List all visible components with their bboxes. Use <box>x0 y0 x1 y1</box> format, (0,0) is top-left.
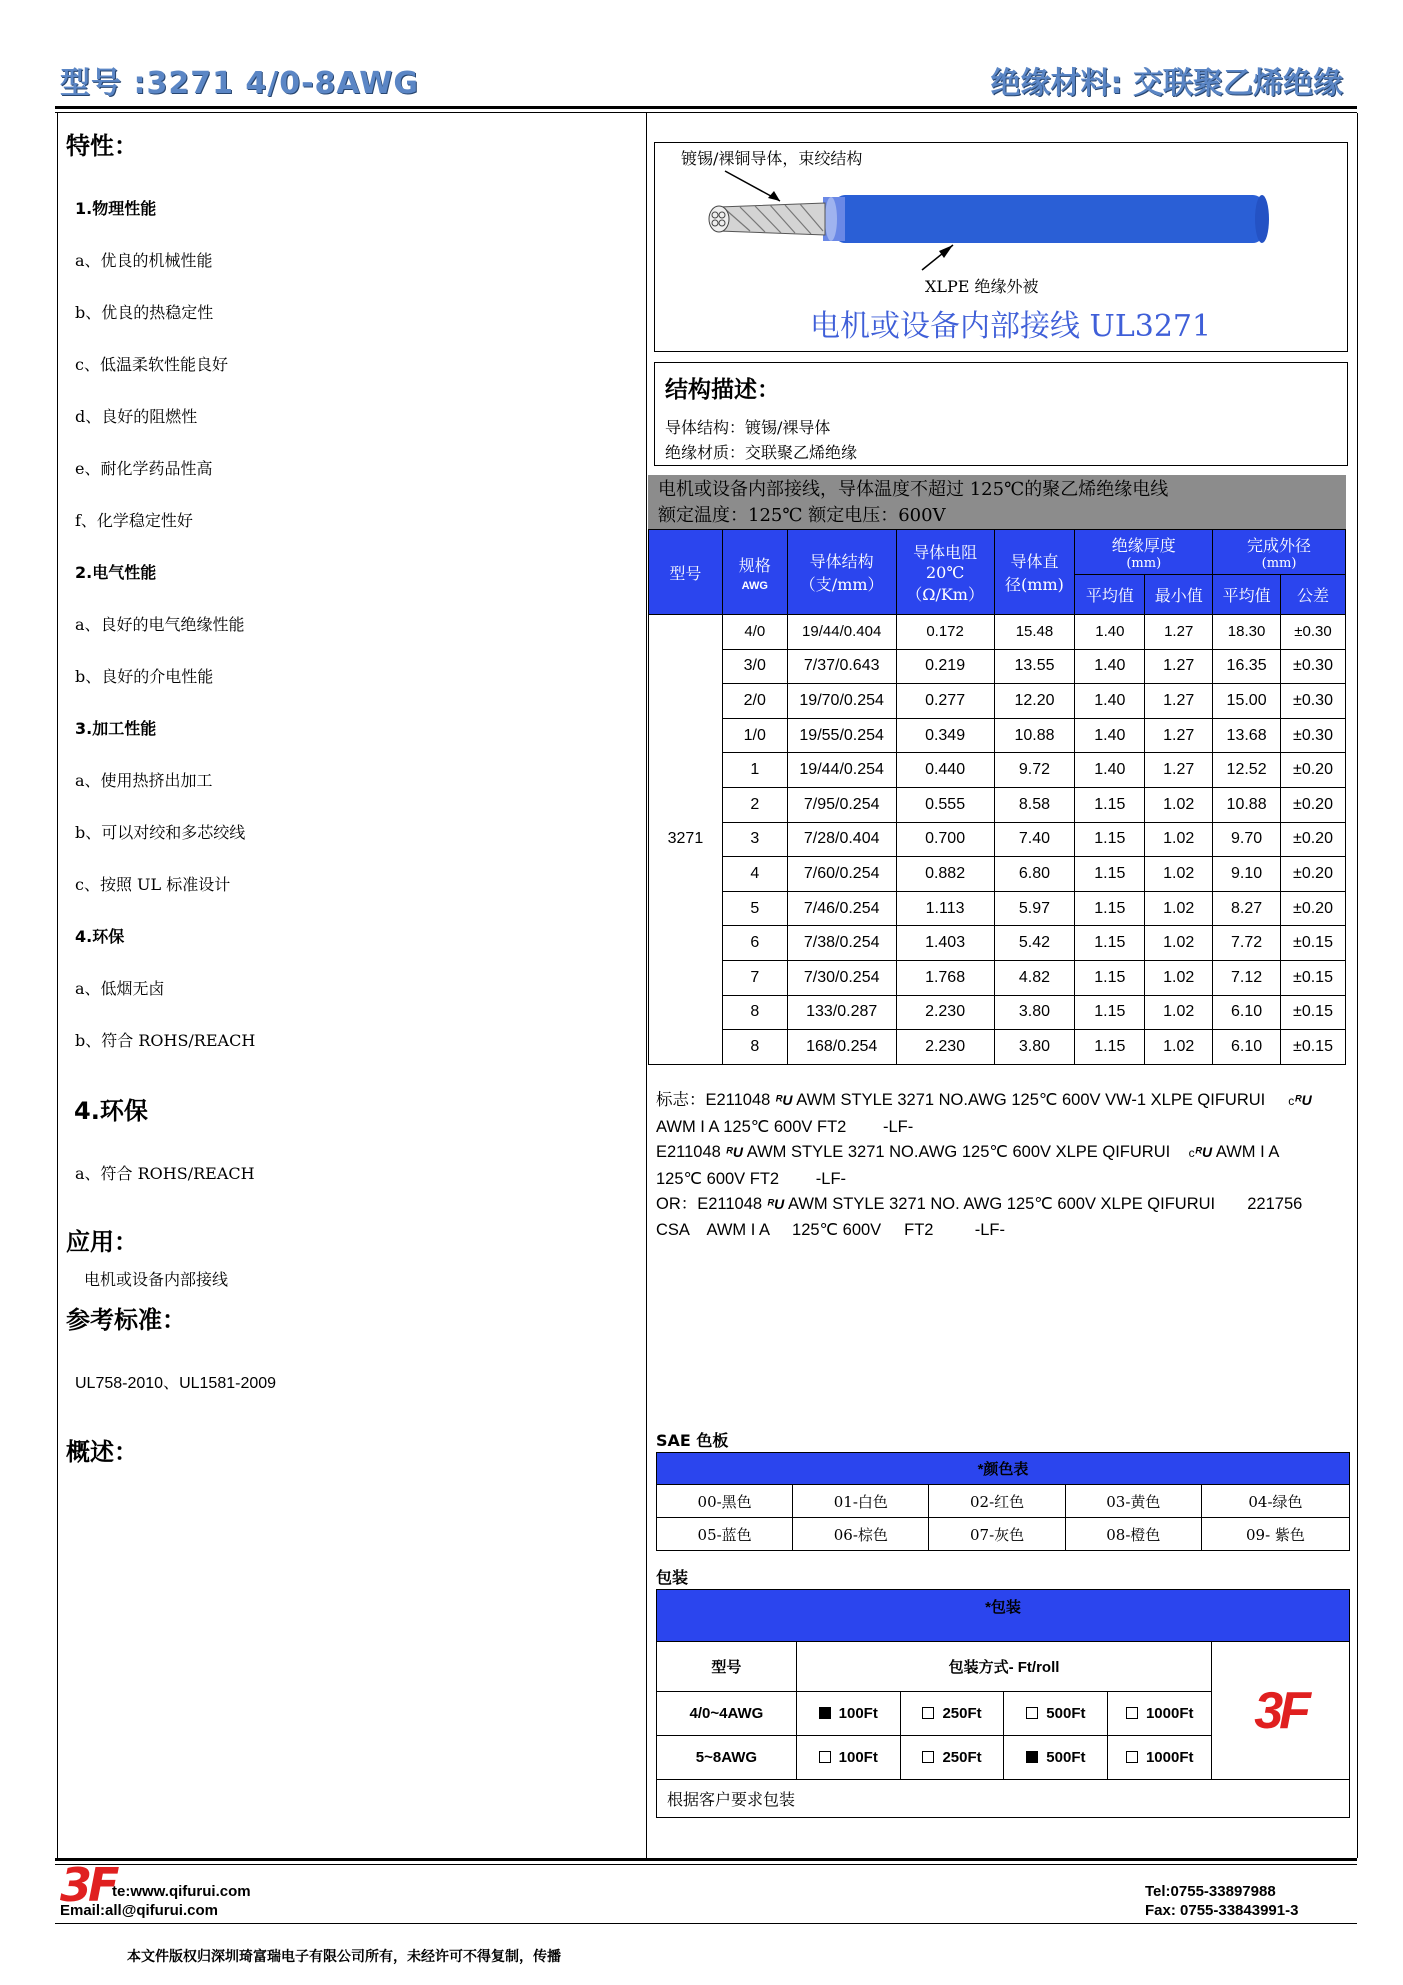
table-cell: 1.02 <box>1145 891 1213 926</box>
packing-option: 1000Ft <box>1108 1692 1212 1736</box>
table-cell: 16.35 <box>1213 649 1281 684</box>
checkbox <box>922 1707 934 1719</box>
packing-option: 250Ft <box>900 1736 1004 1780</box>
packing-note: 根据客户要求包装 <box>657 1780 1350 1818</box>
table-cell: 7/28/0.404 <box>787 822 896 857</box>
table-cell: ±0.20 <box>1281 787 1346 822</box>
marking-line: 标志：E211048 ᴿU AWM STYLE 3271 NO.AWG 125℃ 600V VW-1 XLPE QIFURUI cᴿU <box>656 1091 1312 1109</box>
table-cell: 5.42 <box>994 926 1075 961</box>
packing-table-title: *包装 <box>657 1590 1350 1642</box>
packing-table <box>656 1589 1350 1818</box>
section-head: 4.环保 <box>75 927 125 946</box>
table-row <box>649 787 1346 822</box>
table-cell: 1.15 <box>1075 822 1145 857</box>
table-cell: 9.70 <box>1213 822 1281 857</box>
packing-option: 500Ft <box>1004 1736 1108 1780</box>
table-cell: ±0.15 <box>1281 995 1346 1030</box>
table-cell: 4 <box>722 857 787 892</box>
conductor-label: 镀锡/裸铜导体，束绞结构 <box>681 149 863 168</box>
checkbox-checked <box>819 1707 831 1719</box>
table-cell: 1.27 <box>1145 684 1213 719</box>
section-head: 3.加工性能 <box>75 719 157 738</box>
table-cell: 1.27 <box>1145 649 1213 684</box>
spec-desc-line1: 电机或设备内部接线，导体温度不超过 125℃的聚乙烯绝缘电线 <box>658 479 1169 500</box>
structure-box <box>654 362 1348 466</box>
table-cell: 1.15 <box>1075 995 1145 1030</box>
table-cell: 1.02 <box>1145 960 1213 995</box>
table-row <box>649 649 1346 684</box>
table-cell: 5.97 <box>994 891 1075 926</box>
header-rule <box>55 106 1357 109</box>
table-cell: 1.40 <box>1075 649 1145 684</box>
footer-website[interactable]: te:www.qifurui.com <box>112 1883 251 1900</box>
table-cell: 13.68 <box>1213 718 1281 753</box>
table-cell: 6.10 <box>1213 995 1281 1030</box>
spec-description <box>648 475 1346 529</box>
table-cell: 1.40 <box>1075 753 1145 788</box>
marking-line: CSA AWM I A 125℃ 600V FT2 -LF- <box>656 1220 1005 1239</box>
footer-tel: Tel:0755-33897988 <box>1145 1883 1276 1900</box>
table-cell: 1.15 <box>1075 1030 1145 1065</box>
spec-desc-line2: 额定温度：125℃ 额定电压：600V <box>658 505 946 526</box>
table-cell: 1.15 <box>1075 857 1145 892</box>
table-cell: ±0.30 <box>1281 684 1346 719</box>
color-table <box>656 1452 1350 1551</box>
table-cell: 1 <box>722 753 787 788</box>
checkbox <box>819 1751 831 1763</box>
footer-rule <box>55 1858 1357 1861</box>
table-cell: 0.277 <box>896 684 994 719</box>
footer-email[interactable]: Email:all@qifurui.com <box>60 1902 218 1919</box>
packing-model: 4/0~4AWG <box>657 1692 797 1736</box>
checkbox <box>1126 1751 1138 1763</box>
table-cell: 6 <box>722 926 787 961</box>
table-cell: 1.40 <box>1075 684 1145 719</box>
th-od-avg: 平均值 <box>1213 575 1281 615</box>
table-cell: 13.55 <box>994 649 1075 684</box>
model-cell: 3271 <box>649 615 723 1065</box>
table-cell: 2 <box>722 787 787 822</box>
table-cell: 12.20 <box>994 684 1075 719</box>
table-cell: 19/44/0.254 <box>787 753 896 788</box>
color-cell: 02-红色 <box>929 1485 1065 1518</box>
structure-insulation: 绝缘材质：交联聚乙烯绝缘 <box>665 443 858 462</box>
color-cell: 04-绿色 <box>1201 1485 1349 1518</box>
table-row <box>649 891 1346 926</box>
table-cell: 3.80 <box>994 1030 1075 1065</box>
sae-title: SAE 色板 <box>656 1431 729 1450</box>
table-cell: 1.02 <box>1145 822 1213 857</box>
table-cell: 18.30 <box>1213 615 1281 650</box>
table-row <box>649 753 1346 788</box>
th-ins-min: 最小值 <box>1145 575 1213 615</box>
table-cell: 0.172 <box>896 615 994 650</box>
section-head: 1.物理性能 <box>75 199 157 218</box>
table-cell: 6.10 <box>1213 1030 1281 1065</box>
table-cell: ±0.20 <box>1281 822 1346 857</box>
table-cell: 3.80 <box>994 995 1075 1030</box>
features-list <box>75 196 635 1080</box>
list-item: d、良好的阻燃性 <box>75 407 198 426</box>
table-cell: 3 <box>722 822 787 857</box>
table-cell: 1.15 <box>1075 926 1145 961</box>
doc-title: 型号 :3271 4/0-8AWG <box>60 66 419 101</box>
spec-table <box>648 529 1346 1065</box>
list-item: a、使用热挤出加工 <box>75 771 213 790</box>
table-cell: 4/0 <box>722 615 787 650</box>
ul-logo: ᴿU <box>725 1144 743 1160</box>
color-cell: 08-橙色 <box>1065 1518 1201 1551</box>
list-item: c、按照 UL 标准设计 <box>75 875 231 894</box>
list-item: e、耐化学药品性高 <box>75 459 213 478</box>
table-cell: 0.555 <box>896 787 994 822</box>
table-cell: 7/46/0.254 <box>787 891 896 926</box>
table-cell: 7/38/0.254 <box>787 926 896 961</box>
table-cell: 2.230 <box>896 995 994 1030</box>
table-cell: 1.15 <box>1075 960 1145 995</box>
table-cell: 133/0.287 <box>787 995 896 1030</box>
table-cell: 7/60/0.254 <box>787 857 896 892</box>
ul-logo: ᴿU <box>766 1196 785 1212</box>
packing-th-method: 包装方式- Ft/roll <box>796 1642 1211 1692</box>
packing-title: 包装 <box>656 1568 689 1587</box>
table-cell: 1.15 <box>1075 891 1145 926</box>
color-cell: 07-灰色 <box>929 1518 1065 1551</box>
table-cell: 7/95/0.254 <box>787 787 896 822</box>
table-row <box>649 857 1346 892</box>
table-row <box>649 615 1346 650</box>
table-cell: 1.02 <box>1145 995 1213 1030</box>
table-cell: 9.10 <box>1213 857 1281 892</box>
table-cell: 1.02 <box>1145 787 1213 822</box>
list-item: b、可以对绞和多芯绞线 <box>75 823 246 842</box>
table-cell: 8 <box>722 995 787 1030</box>
table-cell: 1.768 <box>896 960 994 995</box>
table-cell: 1.113 <box>896 891 994 926</box>
footer-copyright: 本文件版权归深圳琦富瑞电子有限公司所有，未经许可不得复制，传播 <box>127 1949 561 1965</box>
checkbox <box>922 1751 934 1763</box>
packing-logo-cell <box>1212 1642 1350 1780</box>
table-cell: 9.72 <box>994 753 1075 788</box>
packing-option: 500Ft <box>1004 1692 1108 1736</box>
packing-option: 100Ft <box>796 1736 900 1780</box>
table-cell: 1.02 <box>1145 857 1213 892</box>
color-table-title: *颜色表 <box>657 1453 1350 1485</box>
packing-option: 100Ft <box>796 1692 900 1736</box>
table-cell: 12.52 <box>1213 753 1281 788</box>
table-cell: 19/70/0.254 <box>787 684 896 719</box>
table-cell: 1.02 <box>1145 1030 1213 1065</box>
table-row <box>649 1030 1346 1065</box>
table-cell: ±0.15 <box>1281 1030 1346 1065</box>
table-cell: 8.27 <box>1213 891 1281 926</box>
table-cell: ±0.15 <box>1281 926 1346 961</box>
table-cell: 7.72 <box>1213 926 1281 961</box>
color-cell: 01-白色 <box>793 1485 929 1518</box>
table-cell: ±0.30 <box>1281 615 1346 650</box>
table-cell: 2/0 <box>722 684 787 719</box>
left-border <box>57 113 58 1858</box>
table-cell: 1.02 <box>1145 926 1213 961</box>
ul-logo: ᴿU <box>1294 1092 1312 1108</box>
packing-th-model: 型号 <box>657 1642 797 1692</box>
standards-title: 参考标准： <box>66 1306 186 1334</box>
list-item: b、符合 ROHS/REACH <box>75 1031 256 1050</box>
table-cell: 1.403 <box>896 926 994 961</box>
checkbox <box>1026 1707 1038 1719</box>
table-cell: 1.40 <box>1075 718 1145 753</box>
table-cell: 0.219 <box>896 649 994 684</box>
table-cell: 0.349 <box>896 718 994 753</box>
table-cell: ±0.15 <box>1281 960 1346 995</box>
table-cell: ±0.20 <box>1281 891 1346 926</box>
table-cell: ±0.30 <box>1281 649 1346 684</box>
ul-logo: ᴿU <box>1194 1144 1213 1160</box>
structure-conductor: 导体结构：镀锡/裸导体 <box>665 418 831 437</box>
table-row <box>649 718 1346 753</box>
color-cell: 06-棕色 <box>793 1518 929 1551</box>
ul-logo: ᴿU <box>774 1092 793 1108</box>
table-cell: 1.40 <box>1075 615 1145 650</box>
section-head: 2.电气性能 <box>75 563 157 582</box>
th-spec: 规格 AWG <box>722 530 787 615</box>
insulation-material-title: 绝缘材料: 交联聚乙烯绝缘 <box>990 66 1343 101</box>
marking-block <box>656 1088 1356 1243</box>
column-divider <box>646 113 647 1858</box>
table-cell: 6.80 <box>994 857 1075 892</box>
marking-line: AWM I A 125℃ 600V FT2 -LF- <box>656 1117 914 1136</box>
application-text: 电机或设备内部接线 <box>84 1270 229 1289</box>
table-cell: 5 <box>722 891 787 926</box>
table-row <box>649 926 1346 961</box>
table-cell: 15.48 <box>994 615 1075 650</box>
marking-line: E211048 ᴿU AWM STYLE 3271 NO.AWG 125℃ 600V XLPE QIFURUI cᴿU AWM I A <box>656 1143 1280 1161</box>
table-row <box>649 995 1346 1030</box>
th-resistance: 导体电阻 20℃ （Ω/Km） <box>896 530 994 615</box>
application-title: 应用： <box>66 1228 138 1256</box>
table-cell: ±0.30 <box>1281 718 1346 753</box>
table-cell: 7 <box>722 960 787 995</box>
table-cell: 1.27 <box>1145 718 1213 753</box>
table-cell: 168/0.254 <box>787 1030 896 1065</box>
list-item: a、低烟无卤 <box>75 979 165 998</box>
table-row <box>649 822 1346 857</box>
table-cell: 1.27 <box>1145 753 1213 788</box>
table-cell: 0.700 <box>896 822 994 857</box>
list-item: a、优良的机械性能 <box>75 251 213 270</box>
table-cell: 19/44/0.404 <box>787 615 896 650</box>
table-cell: ±0.20 <box>1281 753 1346 788</box>
table-cell: 7.40 <box>994 822 1075 857</box>
right-border <box>1357 113 1358 1858</box>
table-cell: 4.82 <box>994 960 1075 995</box>
cable-caption: 电机或设备内部接线 UL3271 <box>810 309 1212 344</box>
footer-fax: Fax: 0755-33843991-3 <box>1145 1902 1299 1919</box>
color-cell: 05-蓝色 <box>657 1518 793 1551</box>
3f-logo: 3F <box>1254 1681 1307 1740</box>
footer-3f-logo: 3F <box>60 1858 116 1912</box>
cable-illustration-box <box>654 142 1348 352</box>
th-conductor: 导体结构 （支/mm） <box>787 530 896 615</box>
table-cell: 15.00 <box>1213 684 1281 719</box>
color-cell: 00-黑色 <box>657 1485 793 1518</box>
list-item: b、良好的介电性能 <box>75 667 214 686</box>
packing-model: 5~8AWG <box>657 1736 797 1780</box>
table-cell: 1.27 <box>1145 615 1213 650</box>
table-cell: 19/55/0.254 <box>787 718 896 753</box>
table-cell: 10.88 <box>1213 787 1281 822</box>
table-cell: 7/30/0.254 <box>787 960 896 995</box>
color-cell: 03-黄色 <box>1065 1485 1201 1518</box>
table-cell: 2.230 <box>896 1030 994 1065</box>
standards-text: UL758-2010、UL1581-2009 <box>75 1375 277 1392</box>
list-item: b、优良的热稳定性 <box>75 303 214 322</box>
table-cell: 0.440 <box>896 753 994 788</box>
table-cell: 7/37/0.643 <box>787 649 896 684</box>
packing-option: 1000Ft <box>1108 1736 1212 1780</box>
structure-title: 结构描述： <box>665 377 780 403</box>
table-row <box>649 684 1346 719</box>
env-title: 4.环保 <box>74 1097 148 1125</box>
marking-line: OR：E211048 ᴿU AWM STYLE 3271 NO. AWG 125℃ 600V XLPE QIFURUI 221756 <box>656 1195 1303 1213</box>
color-cell: 09- 紫色 <box>1201 1518 1349 1551</box>
th-insulation: 绝缘厚度 (mm) <box>1075 530 1213 575</box>
th-od-tol: 公差 <box>1281 575 1346 615</box>
table-cell: 1/0 <box>722 718 787 753</box>
table-cell: 8.58 <box>994 787 1075 822</box>
table-cell: 8 <box>722 1030 787 1065</box>
table-cell: 1.15 <box>1075 787 1145 822</box>
th-outer-dia: 完成外径 (mm) <box>1213 530 1346 575</box>
insulation-label: XLPE 绝缘外被 <box>925 277 1039 296</box>
summary-title: 概述： <box>66 1438 138 1466</box>
list-item: f、化学稳定性好 <box>75 511 193 530</box>
marking-line: 125℃ 600V FT2 -LF- <box>656 1169 847 1188</box>
checkbox <box>1126 1707 1138 1719</box>
packing-option: 250Ft <box>900 1692 1004 1736</box>
th-ins-avg: 平均值 <box>1075 575 1145 615</box>
table-cell: 10.88 <box>994 718 1075 753</box>
table-cell: ±0.20 <box>1281 857 1346 892</box>
table-cell: 3/0 <box>722 649 787 684</box>
th-model: 型号 <box>649 530 723 615</box>
table-cell: 0.882 <box>896 857 994 892</box>
checkbox-checked <box>1026 1751 1038 1763</box>
table-row <box>649 960 1346 995</box>
list-item: a、良好的电气绝缘性能 <box>75 615 245 634</box>
table-cell: 7.12 <box>1213 960 1281 995</box>
list-item: c、低温柔软性能良好 <box>75 355 228 374</box>
features-title: 特性： <box>66 132 138 160</box>
th-diameter: 导体直 径(mm) <box>994 530 1075 615</box>
env-item: a、符合 ROHS/REACH <box>75 1164 255 1183</box>
